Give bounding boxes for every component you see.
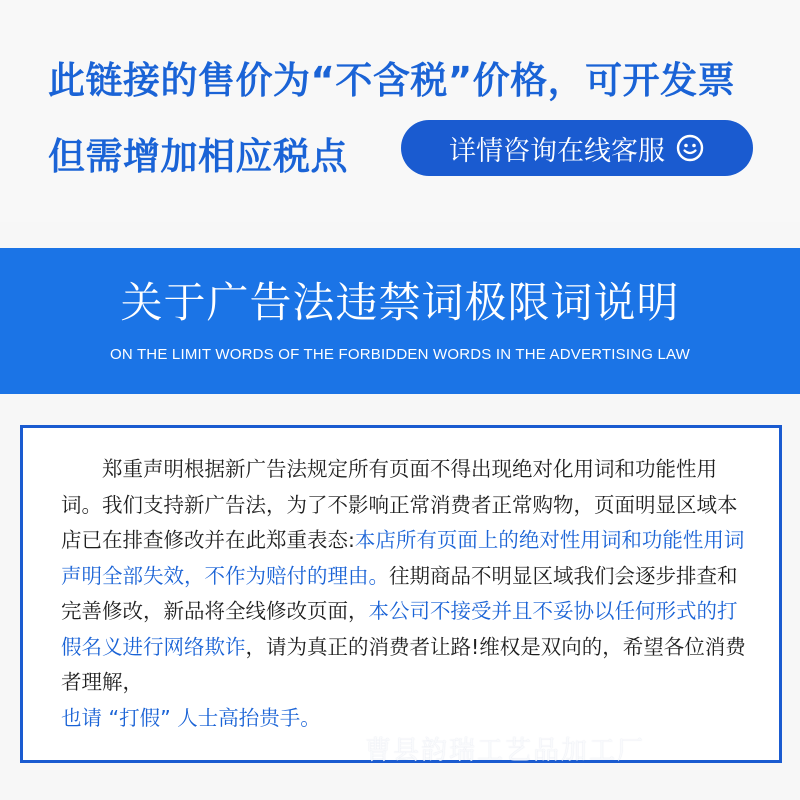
price-notice-line2: 但需增加相应税点 (48, 135, 348, 178)
price-notice-line1: 此链接的售价为“不含税”价格，可开发票 (48, 59, 736, 102)
notice-part-2: 往期商品不明显区域我们会逐步排查和完善修改，新品将全线修改页面， (61, 563, 738, 623)
notice-highlight-1: 本店所有页面上的绝对性用词和功能性用词声明全部失效，不作为赔付的理由。 (61, 528, 745, 588)
online-service-label: 详情咨询在线客服 (449, 135, 665, 167)
banner-subtitle: ON THE LIMIT WORDS OF THE FORBIDDEN WORDS IN THE ADVERTISING LAW (109, 346, 691, 363)
notice-highlight-3: 也请 “打假” 人士高抬贵手。 (61, 705, 321, 730)
smile-face-icon (675, 133, 705, 163)
notice-highlight-2: 本公司不接受并且不妥协以任何形式的打假名义进行网络欺诈 (61, 599, 738, 659)
notice-box (20, 425, 782, 763)
notice-part-3: ，请为真正的消费者让路!维权是双向的，希望各位消费者理解， (61, 634, 746, 694)
header-section (0, 0, 800, 222)
notice-text (61, 452, 753, 736)
banner-title: 关于广告法违禁词极限词说明 (120, 278, 680, 327)
shop-watermark: 曹县韵瑞工艺品加工厂 (365, 736, 646, 766)
online-service-button[interactable] (401, 120, 753, 176)
notice-part-1: 郑重声明根据新广告法规定所有页面不得出现绝对化用词和功能性用词。我们支持新广告法，为了不影响正常消费者正常购物，页面明显区域本店已在排查修改并在此郑重表态: (61, 457, 738, 552)
advertising-law-banner (0, 248, 800, 394)
